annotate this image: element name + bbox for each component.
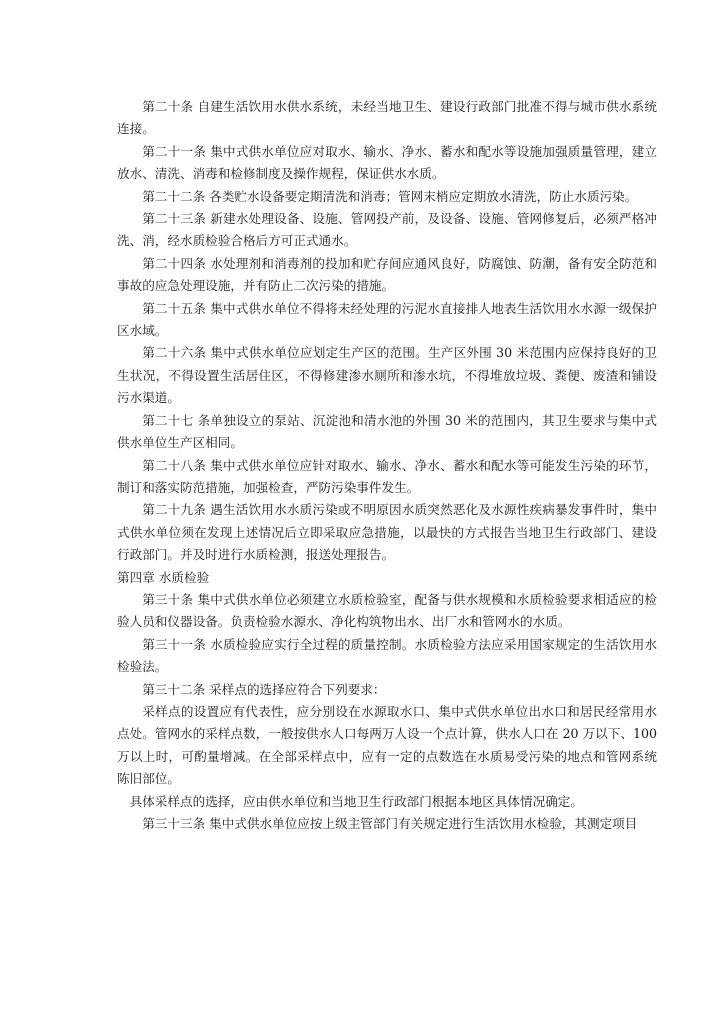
article-30: 第三十条 集中式供水单位必须建立水质检验室，配备与供水规模和水质检验要求相适应的检验人员和仪器设备。负责检验水源水、净化构筑物出水、出厂水和管网水的水质。 [117,591,657,630]
chapter-heading: 第四章 水质检验 [117,569,210,585]
article-31: 第三十一条 水质检验应实行全过程的质量控制。水质检验方法应采用国家规定的生活饮用水检验法。 [117,636,657,675]
article-25: 第二十五条 集中式供水单位不得将未经处理的污泥水直接排人地表生活饮用水水源一级保护区水域。 [117,300,657,339]
article-27: 第二十七 条单独设立的泵站、沉淀池和清水池的外围 30 米的范围内，其卫生要求与集中式供水单位生产区相同。 [117,412,657,451]
article-24: 第二十四条 水处理剂和消毒剂的投加和贮存间应通风良好，防腐蚀、防潮，备有安全防范和事故的应急处理设施，并有防止二次污染的措施。 [117,255,657,294]
article-29: 第二十九条 遇生活饮用水水质污染或不明原因水质突然恶化及水源性疾病暴发事件时，集中式供水单位须在发现上述情况后立即采取应急措施，以最快的方式报告当地卫生行政部门、建设行政部门。并及时进行水质检测，报送处理报告。 [117,502,657,563]
article-23: 第二十三条 新建水处理设备、设施、管网投产前，及设备、设施、管网修复后，必须严格冲洗、消，经水质检验合格后方可正式通水。 [117,211,657,249]
document-body [117,96,657,835]
article-28: 第二十八条 集中式供水单位应针对取水、输水、净水、蓄水和配水等可能发生污染的环节，制订和落实防范措施，加强检查，严防污染事件发生。 [117,457,657,495]
article-20: 第二十条 自建生活饮用水供水系统，未经当地卫生、建设行政部门批准不得与城市供水系统连接。 [117,99,657,137]
article-26: 第二十六条 集中式供水单位应划定生产区的范围。生产区外围 30 米范围内应保持良好的卫生状况，不得设置生活居住区，不得修建渗水厕所和渗水坑，不得堆放垃圾、粪便、废渣和铺设污水渠道。 [117,345,657,406]
sampling-point-selection: 具体采样点的选择，应由供水单位和当地卫生行政部门根据本地区具体情况确定。 [129,793,583,809]
article-21: 第二十一条 集中式供水单位应对取水、输水、净水、蓄水和配水等设施加强质量管理，建立放水、清洗、消毒和检修制度及操作规程，保证供水水质。 [117,143,657,182]
article-32: 第三十二条 采样点的选择应符合下列要求： [142,681,386,697]
article-22: 第二十二条 各类贮水设备要定期清洗和消毒；管网末梢应定期放水清洗，防止水质污染。 [142,188,638,204]
article-33: 第三十三条 集中式供水单位应按上级主管部门有关规定进行生活饮用水检验，其测定项目 [142,816,638,831]
sampling-point-requirements: 采样点的设置应有代表性，应分别设在水源取水口、集中式供水单位出水口和居民经常用水点处。管网水的采样点数，一般按供水人口每两万人设一个点计算，供水人口在 20 万以下、100 万以上时，可酌量增减。在全部采样点中，应有一定的点数选在水质易受污染的地点和管网系统陈旧部位。 [117,703,657,787]
